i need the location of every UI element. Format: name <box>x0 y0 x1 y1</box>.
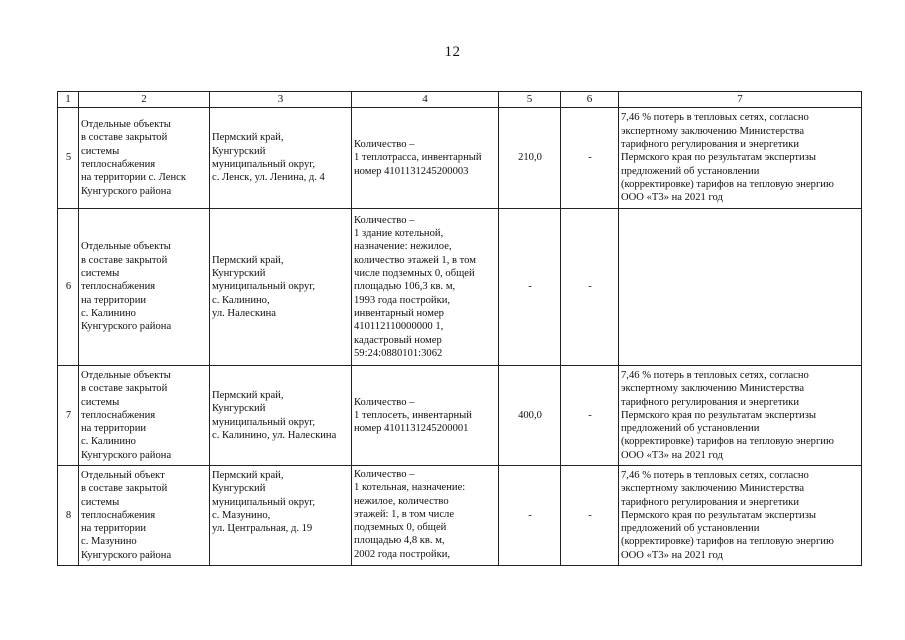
property-table <box>57 91 862 566</box>
object-quantity: Количество – 1 здание котельной, назначение: нежилое, количество этажей 1, в том числе подземных 0, общей площадью 106,3 кв. м, 1993 года постройки, инвентарный номер 410112110000000 1, кадастровый номер 59:24:0880101:3062 <box>352 209 499 366</box>
header-cell: 2 <box>79 92 210 108</box>
object-dep: - <box>561 209 619 366</box>
object-note: 7,46 % потерь в тепловых сетях, согласно экспертному заключению Министерства тарифного регулирования и энергетики Пермского края по результатам экспертизы предложений об установлении (корректировке) тарифов на тепловую энергию ООО «Т3» на 2021 год <box>619 466 862 566</box>
object-value: 210,0 <box>499 108 561 209</box>
object-quantity: Количество – 1 теплотрасса, инвентарный номер 4101131245200003 <box>352 108 499 209</box>
header-cell: 7 <box>619 92 862 108</box>
object-name: Отдельные объекты в составе закрытой системы теплоснабжения на территории с. Калинино Кунгурского района <box>79 209 210 366</box>
object-dep: - <box>561 466 619 566</box>
object-name: Отдельный объект в составе закрытой системы теплоснабжения на территории с. Мазунино Кунгурского района <box>79 466 210 566</box>
object-address: Пермский край, Кунгурский муниципальный округ, с. Ленск, ул. Ленина, д. 4 <box>210 108 352 209</box>
object-value: - <box>499 466 561 566</box>
page-number: 12 <box>444 44 461 60</box>
header-cell: 1 <box>58 92 79 108</box>
object-note: 7,46 % потерь в тепловых сетях, согласно экспертному заключению Министерства тарифного регулирования и энергетики Пермского края по результатам экспертизы предложений об установлении (корректировке) тарифов на тепловую энергию ООО «Т3» на 2021 год <box>619 108 862 209</box>
row-number: 8 <box>58 466 79 566</box>
object-value: 400,0 <box>499 366 561 466</box>
object-address: Пермский край, Кунгурский муниципальный округ, с. Мазунино, ул. Центральная, д. 19 <box>210 466 352 566</box>
object-note <box>619 209 862 366</box>
table-row <box>58 108 862 209</box>
row-number: 5 <box>58 108 79 209</box>
row-number: 6 <box>58 209 79 366</box>
object-note: 7,46 % потерь в тепловых сетях, согласно экспертному заключению Министерства тарифного регулирования и энергетики Пермского края по результатам экспертизы предложений об установлении (корректировке) тарифов на тепловую энергию ООО «Т3» на 2021 год <box>619 366 862 466</box>
object-dep: - <box>561 366 619 466</box>
object-quantity: Количество – 1 котельная, назначение: нежилое, количество этажей: 1, в том числе подземных 0, общей площадью 4,8 кв. м, 2002 года постройки, <box>352 466 499 566</box>
header-cell: 5 <box>499 92 561 108</box>
object-name: Отдельные объекты в составе закрытой системы теплоснабжения на территории с. Калинино Кунгурского района <box>79 366 210 466</box>
header-cell: 6 <box>561 92 619 108</box>
object-name: Отдельные объекты в составе закрытой системы теплоснабжения на территории с. Ленск Кунгурского района <box>79 108 210 209</box>
table-header-row <box>58 92 862 108</box>
header-cell: 3 <box>210 92 352 108</box>
object-quantity: Количество – 1 теплосеть, инвентарный номер 4101131245200001 <box>352 366 499 466</box>
table-row <box>58 466 862 566</box>
object-address: Пермский край, Кунгурский муниципальный округ, с. Калинино, ул. Налескина <box>210 209 352 366</box>
row-number: 7 <box>58 366 79 466</box>
object-dep: - <box>561 108 619 209</box>
object-address: Пермский край, Кунгурский муниципальный округ, с. Калинино, ул. Налескина <box>210 366 352 466</box>
header-cell: 4 <box>352 92 499 108</box>
table-row <box>58 366 862 466</box>
object-value: - <box>499 209 561 366</box>
table-row <box>58 209 862 366</box>
